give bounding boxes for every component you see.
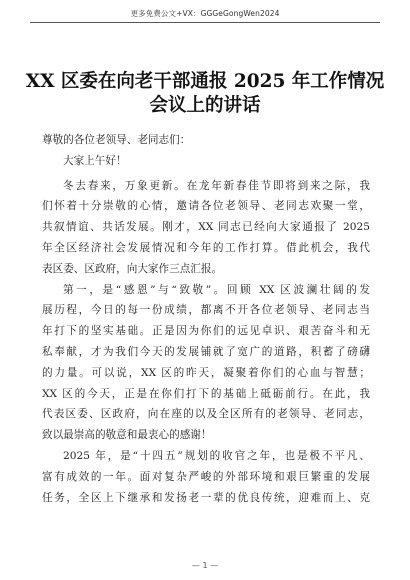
- paragraph-line: 致以最崇高的敬意和最衷心的感谢！: [42, 429, 212, 442]
- paragraph-line: 年全区经济社会发展情况和今年的工作打算。借此机会，我代: [42, 241, 370, 254]
- paragraph-line: 冬去春来，万象更新。在龙年新春佳节即将到来之际，我: [63, 179, 370, 192]
- paragraph-line: 们怀着十分崇敬的心情，邀请各位老领导、老同志欢聚一堂，: [42, 200, 370, 213]
- page-number: — 1 —: [191, 561, 219, 570]
- paragraph-line: 的力量。可以说，XX 区的昨天，凝聚着你们的心血与智慧；: [42, 366, 370, 379]
- salutation: 尊敬的各位老领导、老同志们：: [42, 134, 191, 146]
- paragraph-line: 年打下的坚实基础。正是因为你们的远见卓识、艰苦奋斗和无: [42, 325, 370, 338]
- title-line-1: XX 区委在向老干部通报 2025 年工作情况: [25, 71, 385, 92]
- paragraph-line: 2025 年，是“十四五”规划的收官之年，也是极不平凡、: [63, 449, 370, 462]
- greeting: 大家上午好！: [63, 154, 127, 167]
- document-title: [0, 70, 410, 118]
- document-body: [42, 130, 370, 508]
- title-line-2: 会议上的讲话: [149, 95, 261, 116]
- paragraph-line: 富有成效的一年。面对复杂严峻的外部环境和艰巨繁重的发展: [42, 470, 370, 483]
- header-divider: [30, 22, 380, 23]
- paragraph-line: 任务，全区上下继承和发扬老一辈的优良传统，迎难而上、克: [42, 491, 370, 504]
- paragraph-line: 代表区委、区政府，向在座的以及全区所有的老领导、老同志，: [42, 408, 370, 421]
- paragraph-line: XX 区的今天，正是在你们打下的基础上砥砺前行。在此，我: [42, 387, 370, 400]
- paragraph-line: 私奉献，才为我们今天的发展铺就了宽广的道路，积蓄了磅礴: [42, 345, 370, 358]
- paragraph-line: 展历程，今日的每一份成绩，都离不开各位老领导、老同志当: [42, 304, 370, 317]
- paragraph-line: 表区委、区政府，向大家作三点汇报。: [42, 262, 223, 275]
- paragraph-line: 第一，是“感恩”与“致敬”。回顾 XX 区波澜壮阔的发: [63, 283, 370, 296]
- page-header: 更多免费公文+VX：GGGeGongWen2024: [130, 9, 280, 18]
- paragraph-line: 共叙情谊、共话发展。刚才，XX 同志已经向大家通报了 2025: [42, 221, 370, 234]
